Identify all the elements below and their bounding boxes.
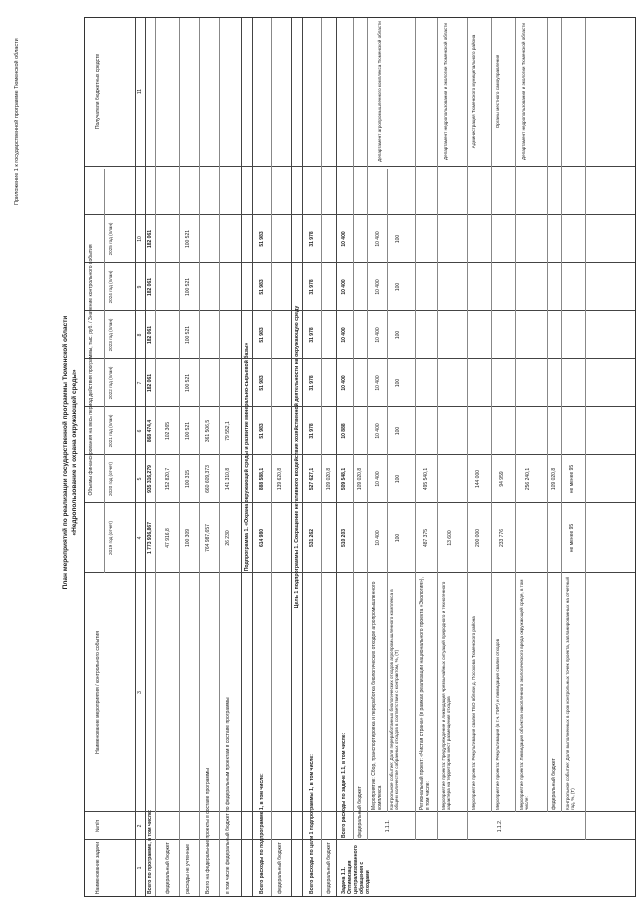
year-2023: 2023 год (план) (108, 318, 113, 352)
value-cell: 102 365 (165, 421, 171, 441)
col-number: 8 (137, 333, 143, 337)
header-task: Наименование задачи (95, 841, 101, 895)
row-final-control-label: Контрольное событие: Доля выполненных в срок контрольных точек проекта, запланированных на отчетный год, %, (T) (565, 577, 576, 810)
goal-heading: Цель 1 подпрограммы 1. Сокращение негативного воздействия хозяйственной деятельности на окружающую среду (294, 305, 300, 609)
year-2022: 2022 год (план) (108, 366, 113, 400)
year-2021: 2021 год (план) (108, 414, 113, 448)
item-111-event: Мероприятие: Сбор, транспортировка и переработка биологических отходов агропромышленного комплекса (371, 581, 383, 810)
plan-subtitle: «Недропользование и охрана окружающей среды» (71, 369, 78, 536)
col-number: 1 (137, 866, 143, 870)
row-excluded-label: расходы не учтенные (185, 843, 191, 894)
value-cell: 764 987,657 (205, 524, 211, 552)
value-cell: 200 000 (475, 528, 481, 548)
row-goal1-federal-label: федеральный бюджет (326, 842, 332, 894)
value-cell: 152 820,7 (165, 467, 171, 491)
value-cell: 100 521 (185, 373, 191, 393)
value-cell: 614 980 (259, 528, 265, 548)
value-cell: 531 262 (309, 528, 315, 548)
year-2019: 2019 год (отчет) (108, 521, 113, 555)
col-number: 10 (137, 236, 143, 242)
col-number: 2 (137, 824, 143, 828)
value-cell: 100 (395, 282, 401, 292)
header-recipients: Получатели бюджетных средств (95, 53, 101, 130)
value-cell: 10 400 (375, 423, 381, 439)
row-item-b-label: Мероприятие проекта: Рекультивация свалки ТБО вблизи д. Посохова Тюменского района (471, 616, 476, 810)
value-cell: 100 521 (185, 277, 191, 297)
value-cell: 182 061 (147, 373, 153, 393)
value-cell: 182 061 (147, 325, 153, 345)
row-total-label: Всего по программе, в том числе: (147, 809, 153, 894)
row-fed-projects-label: Всего на федеральные проекты в составе программы (205, 768, 211, 894)
value-cell: не менее 95 (569, 523, 575, 553)
row-task11-total-label: Всего расходы по задаче 1.1, в том числе: (341, 732, 347, 838)
value-cell: 109 020,8 (551, 467, 557, 491)
row-task11-federal-label: федеральный бюджет (357, 786, 363, 838)
value-cell: 141 310,8 (225, 467, 231, 491)
value-cell: 233 776 (499, 528, 505, 548)
col-number: 4 (137, 536, 143, 540)
value-cell: 51 983 (259, 279, 265, 295)
plan-title: План мероприятий по реализации государственной программы Тюменской области (62, 315, 69, 590)
subprogram-heading: Подпрограмма 1. «Охрана окружающей среды и развитие минерально-сырьевой базы» (244, 342, 250, 572)
value-cell: 1 773 936,867 (147, 522, 153, 554)
row-regional-label: Региональный проект: «Чистая страна» (в рамках реализации национального проекта «Экология»), в том числе: (419, 577, 431, 810)
value-cell: 26 230 (225, 530, 231, 546)
value-cell: 10 888 (341, 423, 347, 439)
value-cell: 182 061 (147, 277, 153, 297)
row-federal-label: федеральный бюджет (165, 842, 171, 894)
item-112-recipient: Органы местного самоуправления (495, 54, 500, 129)
col-number: 11 (137, 88, 143, 95)
plan-table (84, 17, 636, 897)
value-cell: 109 020,8 (326, 467, 332, 491)
value-cell: 256 240,1 (525, 467, 531, 491)
value-cell: 100 309 (185, 528, 191, 548)
year-2024: 2024 год (план) (108, 270, 113, 304)
item-a-recipient: Департамент недропользования и экологии Тюменской области (443, 23, 448, 160)
col-number: 3 (137, 691, 143, 694)
item-c-recipient: Департамент недропользования и экологии Тюменской области (521, 23, 526, 160)
value-cell: 10 400 (341, 375, 347, 391)
value-cell: 51 983 (259, 375, 265, 391)
value-cell: 487 375 (423, 528, 429, 548)
value-cell: 94 959 (499, 471, 505, 487)
value-cell: 100 521 (185, 229, 191, 249)
value-cell: не менее 95 (569, 464, 575, 494)
value-cell: 109 020,8 (357, 467, 363, 491)
value-cell: 139 620,8 (277, 467, 283, 491)
value-cell: 10 400 (375, 327, 381, 343)
year-2020: 2020 год (отчет) (108, 462, 113, 496)
value-cell: 10 400 (375, 530, 381, 546)
value-cell: 100 (395, 533, 401, 543)
value-cell: 10 400 (375, 375, 381, 391)
item-b-recipient: Администрация Тюменского муниципального района (471, 34, 476, 149)
value-cell: 79 552,1 (225, 421, 231, 441)
item-111-control: Контрольное событие: Доля переработанных биологических отходов агропромышленного комплекса в общем количестве собранных отходов в соответствии с контрактом, %, (T) (389, 589, 400, 810)
appendix-note: Приложение 1 к государственной программе Тюменской области (14, 38, 20, 205)
value-cell: 31 978 (309, 279, 315, 295)
col-number: 5 (137, 477, 143, 481)
value-cell: 100 521 (185, 325, 191, 345)
value-cell: 10 400 (375, 231, 381, 247)
value-cell: 100 (395, 378, 401, 388)
value-cell: 47 916,8 (165, 528, 171, 548)
task-1-1-name: Задача 1.1. Оптимизация централизованного обращения с отходами (341, 845, 371, 894)
value-cell: 10 400 (341, 231, 347, 247)
row-sub1-total-label: Всего расходы по подпрограмме 1, в том числе: (259, 773, 265, 894)
value-cell: 31 978 (309, 231, 315, 247)
value-cell: 100 (395, 330, 401, 340)
value-cell: 51 983 (259, 231, 265, 247)
value-cell: 935 316,279 (147, 465, 153, 493)
row-fed-projects-incl-label: в том числе федеральный бюджет по федеральным проектам в составе программы (225, 697, 231, 894)
value-cell: 31 978 (309, 327, 315, 343)
row-item-c-label: Мероприятие проекта: Ликвидация объектов накопленного экологического вреда окружающей среде, в том числе: (519, 579, 530, 810)
item-number: 1.1.2. (497, 819, 503, 833)
value-cell: 100 521 (185, 421, 191, 441)
row-item-112-label: Мероприятие проекта: Рекультивация (в т.ч. ПИР) и ликвидация свалки отходов (495, 638, 500, 810)
value-cell: 100 315 (185, 469, 191, 489)
row-item-c-federal-label: федеральный бюджет (551, 758, 557, 810)
value-cell: 527 627,1 (309, 467, 315, 491)
row-goal1-total-label: Всего расходы по цели 1 подпрограммы 1, в том числе: (309, 754, 315, 894)
col-number: 6 (137, 429, 143, 433)
header-activity: Наименование мероприятия / контрольного события (95, 631, 101, 754)
value-cell: 100 (395, 426, 401, 436)
value-cell: 182 061 (147, 229, 153, 249)
value-cell: 100 (395, 234, 401, 244)
value-cell: 10 400 (341, 279, 347, 295)
header-volumes: Объемы финансирования на весь период действия программы, тыс. руб. / Значение контрольного события (88, 244, 94, 496)
value-cell: 660 609,373 (205, 465, 211, 493)
value-cell: 888 588,1 (259, 467, 265, 491)
header-num: №п/п (95, 819, 101, 833)
value-cell: 144 000 (475, 469, 481, 489)
row-sub1-federal-label: федеральный бюджет (277, 842, 283, 894)
value-cell: 13 600 (447, 530, 453, 546)
value-cell: 31 978 (309, 423, 315, 439)
value-cell: 10 400 (375, 279, 381, 295)
col-number: 9 (137, 285, 143, 289)
value-cell: 100 (395, 474, 401, 484)
value-cell: 509 548,1 (341, 467, 347, 491)
value-cell: 10 400 (375, 471, 381, 487)
value-cell: 361 506,5 (205, 419, 211, 443)
value-cell: 10 400 (341, 327, 347, 343)
row-item-a-label: Мероприятие проекта: Предупреждение и ликвидация чрезвычайных ситуаций природного и техногенного характера на территориях мест размещения отходов (441, 581, 452, 810)
value-cell: 868 474,4 (147, 419, 153, 443)
value-cell: 51 983 (259, 327, 265, 343)
value-cell: 51 983 (259, 423, 265, 439)
value-cell: 510 203 (341, 528, 347, 548)
item-111-recipient: Департамент агропромышленного комплекса Тюменской области (377, 21, 382, 162)
year-2025: 2025 год (план) (108, 222, 113, 256)
value-cell: 31 978 (309, 375, 315, 391)
value-cell: 495 540,1 (423, 467, 429, 491)
item-number: 1.1.1. (385, 819, 391, 833)
col-number: 7 (137, 381, 143, 385)
